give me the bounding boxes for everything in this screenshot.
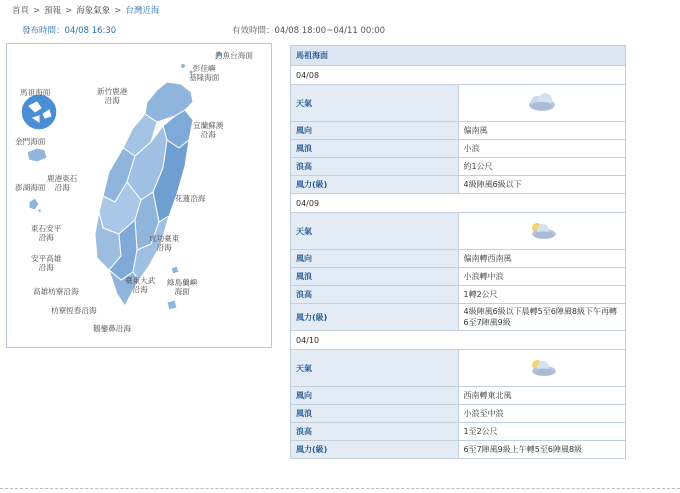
map-region-lanyu[interactable] (167, 300, 177, 310)
map-label-diaoyutai[interactable]: 釣魚台海面 (215, 51, 253, 60)
page-divider (0, 488, 680, 490)
forecast-row (291, 423, 626, 441)
forecast-row (291, 268, 626, 286)
map-label-hualien[interactable]: 花蓮沿海 (175, 194, 206, 203)
row-value: 1至2公尺 (458, 423, 626, 441)
row-label: 浪高 (291, 158, 459, 176)
breadcrumb (12, 4, 159, 16)
forecast-row (291, 122, 626, 140)
row-label: 風力(級) (291, 304, 459, 331)
forecast-date-row (291, 331, 626, 350)
map-label-yilan[interactable]: 宜蘭蘇澳 沿海 (193, 121, 224, 139)
map-region-penghu[interactable] (29, 198, 41, 214)
row-value: 偏南轉西南風 (458, 250, 626, 268)
forecast-date: 04/10 (291, 331, 626, 350)
row-label: 風浪 (291, 405, 459, 423)
forecast-header-row (291, 46, 626, 66)
breadcrumb-marine-link[interactable]: 海象氣象 (76, 6, 111, 16)
map-region-pengjia-island[interactable] (181, 64, 185, 68)
row-label: 風浪 (291, 268, 459, 286)
map-label-fangliao[interactable]: 枋寮恆春沿海 (51, 306, 97, 315)
forecast-region-title: 馬祖海面 (291, 46, 626, 66)
row-value: 小浪 (458, 140, 626, 158)
row-label: 風向 (291, 250, 459, 268)
map-label-kaohsiung[interactable]: 高雄枋寮沿海 (33, 287, 79, 296)
breadcrumb-separator: > (33, 6, 41, 16)
map-label-chenggong[interactable]: 成功臺東 沿海 (149, 234, 180, 252)
cloudy-icon (525, 92, 559, 114)
row-label: 風向 (291, 387, 459, 405)
published-time: 發布時間：04/08 16:30 (22, 26, 117, 36)
map-label-penghu[interactable]: 澎湖海面 (15, 183, 46, 192)
map-label-lukang[interactable]: 鹿港東石 沿海 (47, 174, 78, 192)
forecast-weather-row (291, 85, 626, 122)
forecast-date-row (291, 66, 626, 85)
row-value: 小浪至中浪 (458, 405, 626, 423)
forecast-row (291, 405, 626, 423)
forecast-row (291, 286, 626, 304)
forecast-date: 04/09 (291, 194, 626, 213)
row-value: 6至7陣風9級上午轉5至6陣風8級 (458, 441, 626, 459)
weather-cell (458, 85, 626, 122)
row-value: 小浪轉中浪 (458, 268, 626, 286)
forecast-weather-row (291, 213, 626, 250)
forecast-table (290, 45, 626, 459)
map-label-taitung[interactable]: 臺東大武 沿海 (125, 276, 156, 294)
row-label: 風力(級) (291, 441, 459, 459)
valid-time: 有效時間：04/08 18:00~04/11 00:00 (232, 26, 386, 36)
row-value: 4級陣風6級以下 (458, 176, 626, 194)
breadcrumb-separator: > (114, 6, 122, 16)
map-label-pengjia[interactable]: 彭佳嶼 基隆海面 (189, 64, 220, 82)
map-label-anping[interactable]: 安平高雄 沿海 (31, 254, 62, 272)
row-label: 浪高 (291, 286, 459, 304)
row-value: 西南轉東北風 (458, 387, 626, 405)
map-region-matsu-selected[interactable] (21, 94, 57, 130)
weather-cell (458, 213, 626, 250)
map-label-matsu[interactable]: 馬祖海面 (20, 88, 51, 97)
row-label: 天氣 (291, 350, 459, 387)
forecast-row (291, 176, 626, 194)
forecast-weather-row (291, 350, 626, 387)
row-value: 1轉2公尺 (458, 286, 626, 304)
row-value: 4級陣風6級以下晨轉5至6陣風8級下午再轉6至7陣風9級 (458, 304, 626, 331)
map-region-green-island[interactable] (171, 266, 179, 274)
breadcrumb-current[interactable]: 台灣近海 (125, 6, 160, 16)
row-label: 天氣 (291, 85, 459, 122)
breadcrumb-forecast-link[interactable]: 預報 (44, 6, 62, 16)
breadcrumb-separator: > (65, 6, 73, 16)
forecast-date-row (291, 194, 626, 213)
weather-cell (458, 350, 626, 387)
row-label: 風力(級) (291, 176, 459, 194)
forecast-row (291, 140, 626, 158)
forecast-row (291, 158, 626, 176)
map-label-hsinchu[interactable]: 新竹鹿港 沿海 (97, 87, 128, 105)
forecast-date: 04/08 (291, 66, 626, 85)
map-label-kinmen[interactable]: 金門海面 (15, 137, 46, 146)
row-label: 天氣 (291, 213, 459, 250)
partly-cloudy-icon (525, 357, 559, 379)
map-label-eluanbi[interactable]: 鵝鑾鼻沿海 (93, 324, 131, 333)
taiwan-sea-area-map (6, 43, 272, 348)
forecast-row (291, 304, 626, 331)
map-label-lanyu[interactable]: 綠島蘭嶼 海面 (167, 278, 198, 296)
forecast-row (291, 387, 626, 405)
map-region-kinmen[interactable] (27, 148, 47, 162)
forecast-row (291, 250, 626, 268)
row-value: 約1公尺 (458, 158, 626, 176)
map-label-dongshi[interactable]: 東石安平 沿海 (31, 224, 62, 242)
breadcrumb-home-link[interactable]: 首頁 (12, 6, 30, 16)
forecast-row (291, 441, 626, 459)
row-label: 風浪 (291, 140, 459, 158)
row-value: 偏南風 (458, 122, 626, 140)
row-label: 風向 (291, 122, 459, 140)
row-label: 浪高 (291, 423, 459, 441)
partly-cloudy-icon (525, 220, 559, 242)
